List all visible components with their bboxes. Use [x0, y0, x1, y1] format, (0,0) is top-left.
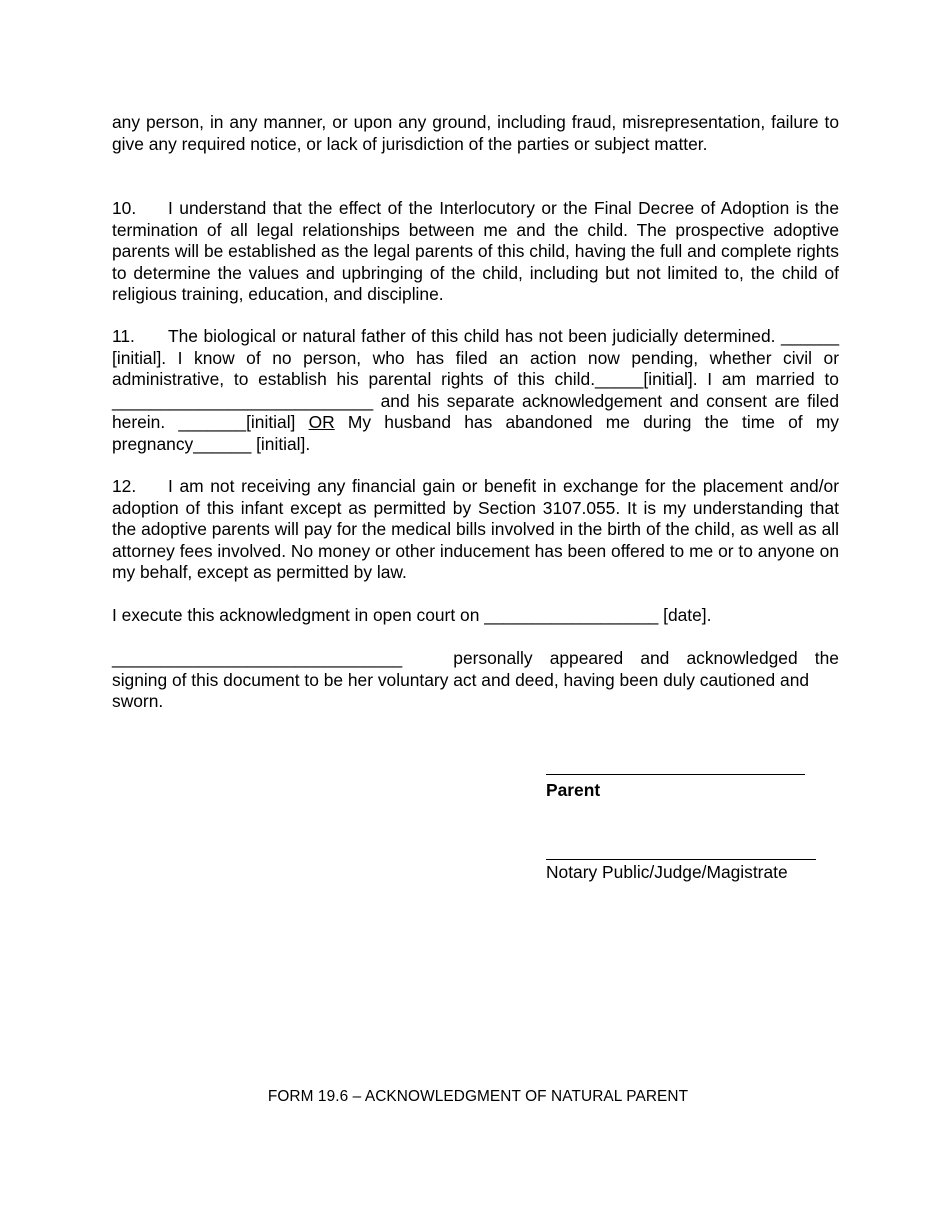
paragraph-text: [initial]. I know of no person, who has filed an action now pending, whether civil or administrative, to establish his parental rights of this child.	[112, 347, 839, 389]
paragraph-text: The biological or natural father of this child has not been judicially determined.	[168, 326, 781, 346]
paragraph-text: I am not receiving any financial gain or benefit in exchange for the placement and/or adoption of this infant except as permitted by Section 3107.055. It is my understanding that the adoptive parents will pay for the medical bills involved in the birth of the child, as well as all attorney fees involved. No money or other inducement has been offered to me or to anyone on my behalf, except as permitted by law.	[112, 476, 839, 582]
husband-name-blank[interactable]: ___________________________	[112, 390, 374, 411]
paragraph-11	[112, 326, 839, 455]
paragraph-number: 10.	[112, 198, 137, 218]
execution-statement	[112, 605, 839, 627]
execution-text: I execute this acknowledgment in open court on	[112, 605, 485, 625]
form-footer: FORM 19.6 – ACKNOWLEDGMENT OF NATURAL PARENT	[267, 1088, 689, 1105]
paragraph-12	[112, 476, 839, 584]
parent-signature-line[interactable]	[546, 774, 805, 775]
sworn-statement	[112, 648, 839, 713]
sworn-word: and	[640, 648, 670, 668]
paragraph-text: and his separate acknowledgement and consent are filed herein.	[112, 390, 839, 432]
or-underlined: OR	[308, 412, 335, 432]
initial-blank-abandoned[interactable]: ______	[193, 433, 252, 454]
date-label: [date].	[658, 605, 712, 625]
date-blank[interactable]: __________________	[484, 605, 659, 625]
notary-signature-label: Notary Public/Judge/Magistrate	[546, 862, 788, 882]
paragraph-number: 12.	[112, 476, 137, 496]
paragraph-text: My husband has abandoned me during the time of my pregnancy	[112, 412, 840, 454]
sworn-word: the	[814, 648, 839, 668]
paragraph-number: 11.	[112, 326, 135, 346]
paragraph-10	[112, 198, 839, 306]
intro-paragraph: any person, in any manner, or upon any ground, including fraud, misrepresentation, failure to give any required notice, or lack of jurisdiction of the parties or subject matter.	[112, 112, 839, 154]
paragraph-text: I understand that the effect of the Interlocutory or the Final Decree of Adoption is the termination of all legal relationships between me and the child. The prospective adoptive parents will be established as the legal parents of this child, having the full and complete rights to determine the values and upbringing of the child, including but not limited to, the child of religious training, education, and discipline.	[112, 198, 839, 304]
sworn-word: acknowledged	[686, 648, 798, 668]
paragraph-text: [initial].	[251, 433, 311, 454]
sworn-text: signing of this document to be her voluntary act and deed, having been duly cautioned and sworn.	[112, 669, 810, 711]
appearing-person-blank[interactable]: ______________________________	[112, 648, 403, 668]
parent-signature-label: Parent	[546, 780, 601, 800]
sworn-word: personally	[453, 648, 533, 668]
initial-blank-no-pending-action[interactable]: _____	[595, 369, 644, 389]
notary-signature-line[interactable]	[546, 859, 816, 860]
paragraph-text: [initial]	[246, 412, 309, 432]
initial-blank-married[interactable]: _______	[178, 412, 247, 432]
paragraph-text: [initial]. I am married to	[643, 369, 839, 389]
sworn-word: appeared	[549, 648, 624, 668]
initial-blank-father-undetermined[interactable]: ______	[780, 326, 839, 346]
